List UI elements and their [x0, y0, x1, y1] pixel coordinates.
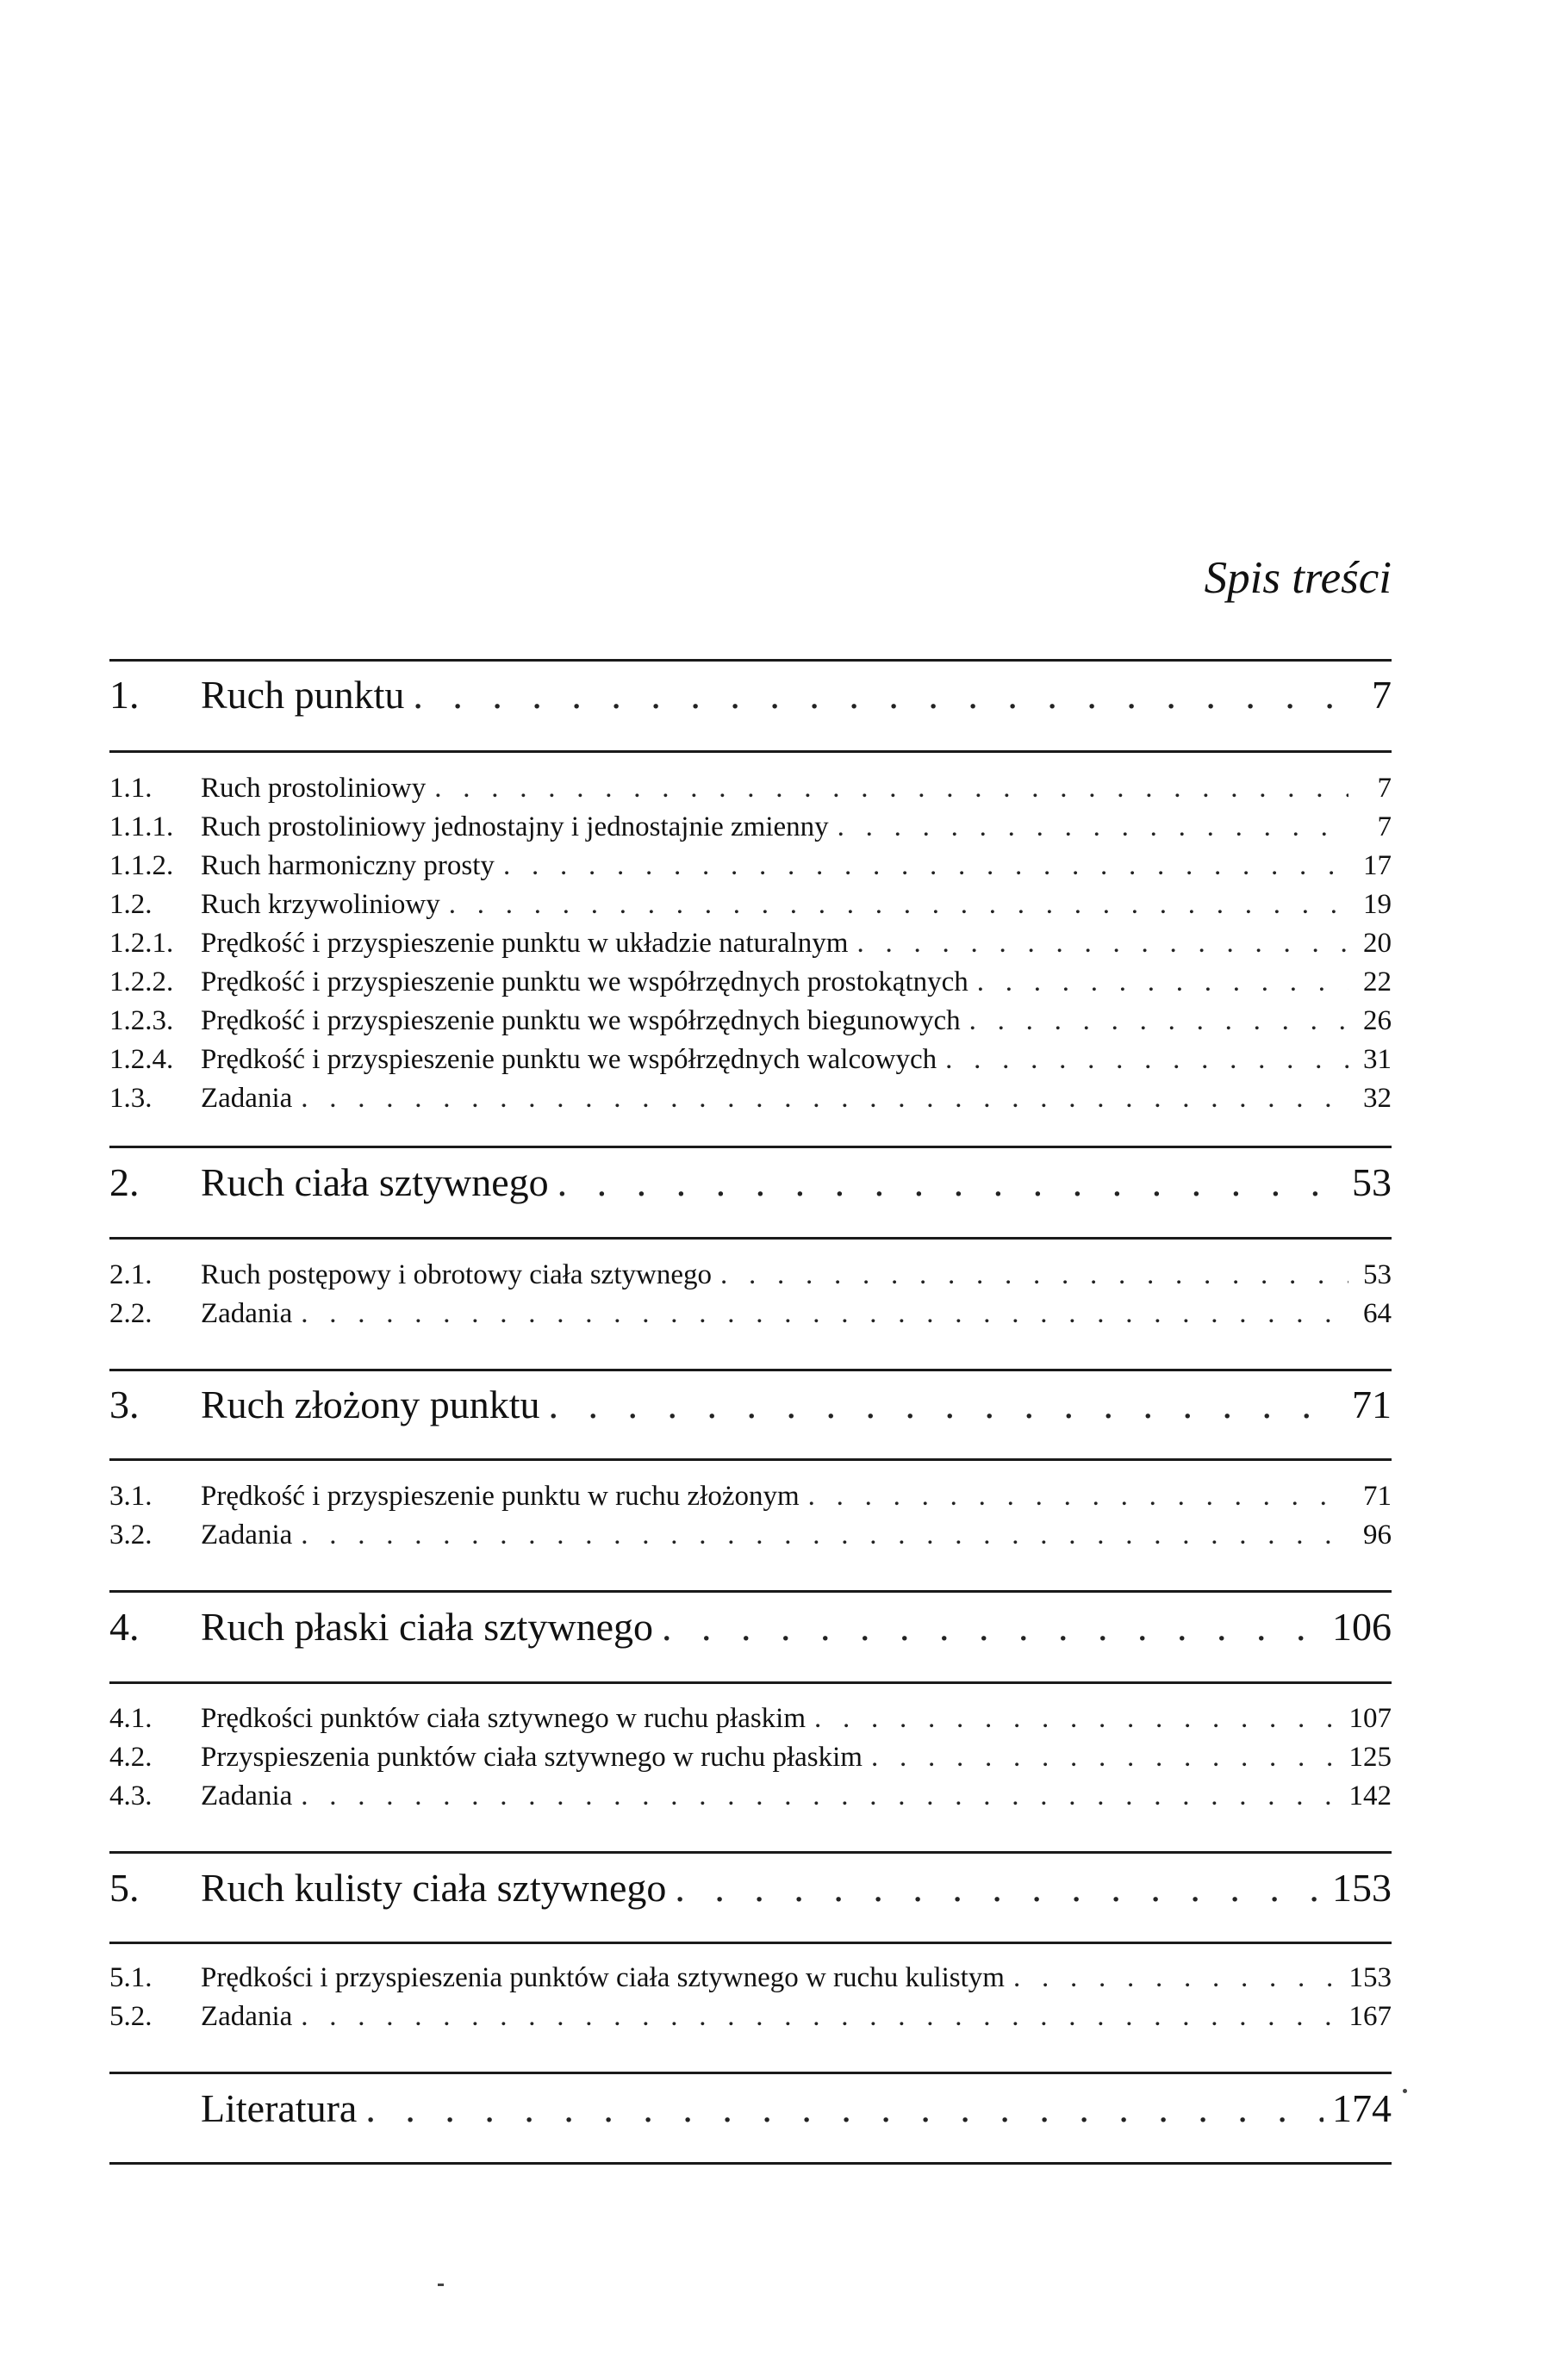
section-page-number: 96 — [1363, 1519, 1392, 1550]
section-number: 4.1. — [109, 1703, 153, 1734]
section-number: 2.1. — [109, 1259, 153, 1290]
bibliography-page-number: 174 — [1332, 2086, 1392, 2130]
dot-leader — [1013, 1959, 1341, 1997]
section-page-number: 7 — [1377, 773, 1392, 804]
toc-bibliography-entry[interactable] — [109, 2083, 1392, 2135]
toc-section-entry[interactable] — [109, 1998, 1392, 2035]
section-page-number: 53 — [1363, 1259, 1392, 1290]
section-page-number: 32 — [1363, 1083, 1392, 1114]
section-title: Zadania — [201, 2001, 293, 2032]
scan-speck — [438, 2284, 444, 2286]
section-page-number: 7 — [1377, 811, 1392, 842]
chapter-rule-top — [109, 1146, 1392, 1148]
dot-leader — [969, 1002, 1348, 1040]
toc-section-entry[interactable] — [109, 847, 1392, 885]
dot-leader — [871, 1738, 1341, 1776]
toc-chapter-entry[interactable] — [109, 1157, 1392, 1209]
toc-section-entry[interactable] — [109, 808, 1392, 846]
section-title: Przyspieszenia punktów ciała sztywnego w ruchu płaskim — [201, 1742, 863, 1773]
section-number: 1.2.1. — [109, 928, 174, 959]
section-number: 4.3. — [109, 1780, 153, 1811]
chapter-number: 3. — [109, 1383, 140, 1426]
toc-chapter-entry[interactable] — [109, 1862, 1392, 1914]
section-page-number: 22 — [1363, 966, 1392, 997]
section-number: 1.2. — [109, 889, 153, 920]
section-number: 2.2. — [109, 1298, 153, 1329]
toc-section-entry[interactable] — [109, 1002, 1392, 1040]
section-number: 1.1.2. — [109, 850, 174, 881]
toc-section-entry[interactable] — [109, 769, 1392, 807]
section-title: Zadania — [201, 1780, 293, 1811]
chapter-rule-bottom — [109, 750, 1392, 753]
dot-leader — [720, 1256, 1348, 1294]
section-title: Prędkość i przyspieszenie punktu w ruchu złożonym — [201, 1481, 800, 1512]
toc-section-entry[interactable] — [109, 1959, 1392, 1997]
section-page-number: 153 — [1348, 1962, 1392, 1993]
dot-leader — [301, 1295, 1348, 1333]
dot-leader — [838, 808, 1348, 846]
chapter-rule-top — [109, 1369, 1392, 1371]
dot-leader — [675, 1862, 1323, 1914]
section-title: Zadania — [201, 1519, 293, 1550]
chapter-rule-bottom — [109, 2162, 1392, 2165]
chapter-page-number: 53 — [1352, 1160, 1392, 1204]
section-number: 1.2.3. — [109, 1005, 174, 1036]
section-number: 5.2. — [109, 2001, 153, 2032]
toc-section-entry[interactable] — [109, 886, 1392, 923]
chapter-number: 5. — [109, 1866, 140, 1910]
chapter-title: Ruch punktu — [201, 673, 405, 717]
section-number: 1.1.1. — [109, 811, 174, 842]
bibliography-title: Literatura — [201, 2086, 358, 2130]
dot-leader — [808, 1477, 1348, 1515]
chapter-rule-top — [109, 1590, 1392, 1593]
section-number: 1.1. — [109, 773, 153, 804]
section-title: Zadania — [201, 1083, 293, 1114]
section-page-number: 26 — [1363, 1005, 1392, 1036]
toc-chapter-entry[interactable] — [109, 1601, 1392, 1653]
chapter-page-number: 7 — [1372, 673, 1392, 717]
dot-leader — [413, 669, 1348, 721]
dot-leader — [977, 963, 1348, 1001]
dot-leader — [945, 1041, 1348, 1078]
section-page-number: 64 — [1363, 1298, 1392, 1329]
toc-section-entry[interactable] — [109, 1041, 1392, 1078]
chapter-title: Ruch kulisty ciała sztywnego — [201, 1866, 667, 1910]
section-number: 1.2.4. — [109, 1044, 174, 1075]
chapter-title: Ruch płaski ciała sztywnego — [201, 1605, 654, 1649]
chapter-title: Ruch złożony punktu — [201, 1383, 540, 1426]
toc-chapter-entry[interactable] — [109, 1379, 1392, 1431]
page-title: Spis treści — [1204, 553, 1392, 603]
dot-leader — [301, 1079, 1348, 1117]
toc-section-entry[interactable] — [109, 1256, 1392, 1294]
dot-leader — [549, 1379, 1344, 1431]
section-page-number: 167 — [1348, 2001, 1392, 2032]
section-page-number: 107 — [1348, 1703, 1392, 1734]
chapter-rule-bottom — [109, 1681, 1392, 1684]
chapter-rule-bottom — [109, 1237, 1392, 1240]
section-title: Ruch prostoliniowy — [201, 773, 427, 804]
section-page-number: 19 — [1363, 889, 1392, 920]
section-number: 1.2.2. — [109, 966, 174, 997]
section-title: Ruch krzywoliniowy — [201, 889, 440, 920]
dot-leader — [814, 1700, 1340, 1737]
chapter-page-number: 71 — [1352, 1383, 1392, 1426]
section-title: Ruch prostoliniowy jednostajny i jednostajnie zmienny — [201, 811, 829, 842]
section-title: Ruch harmoniczny prosty — [201, 850, 495, 881]
section-title: Prędkość i przyspieszenie punktu we współrzędnych walcowych — [201, 1044, 937, 1075]
toc-section-entry[interactable] — [109, 924, 1392, 962]
section-page-number: 71 — [1363, 1481, 1392, 1512]
toc-section-entry[interactable] — [109, 1777, 1392, 1815]
chapter-rule-bottom — [109, 1458, 1392, 1461]
toc-section-entry[interactable] — [109, 1477, 1392, 1515]
chapter-page-number: 106 — [1332, 1605, 1392, 1649]
section-page-number: 31 — [1363, 1044, 1392, 1075]
toc-section-entry[interactable] — [109, 1700, 1392, 1737]
section-title: Ruch postępowy i obrotowy ciała sztywnego — [201, 1259, 712, 1290]
chapter-rule-top — [109, 659, 1392, 662]
section-number: 5.1. — [109, 1962, 153, 1993]
dot-leader — [856, 924, 1348, 962]
section-number: 3.1. — [109, 1481, 153, 1512]
dot-leader — [301, 1998, 1340, 2035]
section-title: Prędkości i przyspieszenia punktów ciała sztywnego w ruchu kulistym — [201, 1962, 1005, 1993]
toc-section-entry[interactable] — [109, 1516, 1392, 1554]
dot-leader — [434, 769, 1348, 807]
chapter-rule-top — [109, 1851, 1392, 1854]
section-page-number: 125 — [1348, 1742, 1392, 1773]
dot-leader — [449, 886, 1348, 923]
chapter-rule-bottom — [109, 1942, 1392, 1944]
section-number: 1.3. — [109, 1083, 153, 1114]
toc-section-entry[interactable] — [109, 1295, 1392, 1333]
toc-section-entry[interactable] — [109, 1079, 1392, 1117]
dot-leader — [301, 1777, 1340, 1815]
dot-leader — [557, 1157, 1343, 1209]
dot-leader — [503, 847, 1348, 885]
chapter-number: 4. — [109, 1605, 140, 1649]
section-title: Prędkość i przyspieszenie punktu w układzie naturalnym — [201, 928, 849, 959]
section-number: 4.2. — [109, 1742, 153, 1773]
section-title: Prędkość i przyspieszenie punktu we współrzędnych prostokątnych — [201, 966, 968, 997]
chapter-rule-top — [109, 2072, 1392, 2074]
section-number: 3.2. — [109, 1519, 153, 1550]
section-page-number: 142 — [1348, 1780, 1392, 1811]
chapter-page-number: 153 — [1332, 1866, 1392, 1910]
section-page-number: 17 — [1363, 850, 1392, 881]
toc-section-entry[interactable] — [109, 963, 1392, 1001]
chapter-number: 1. — [109, 673, 140, 717]
dot-leader — [662, 1601, 1323, 1653]
section-title: Prędkość i przyspieszenie punktu we współrzędnych biegunowych — [201, 1005, 961, 1036]
scan-speck — [1403, 2089, 1407, 2093]
section-title: Prędkości punktów ciała sztywnego w ruchu płaskim — [201, 1703, 807, 1734]
dot-leader — [365, 2083, 1323, 2135]
section-page-number: 20 — [1363, 928, 1392, 959]
toc-section-entry[interactable] — [109, 1738, 1392, 1776]
dot-leader — [301, 1516, 1348, 1554]
section-title: Zadania — [201, 1298, 293, 1329]
chapter-title: Ruch ciała sztywnego — [201, 1160, 549, 1204]
chapter-number: 2. — [109, 1160, 140, 1204]
toc-chapter-entry[interactable] — [109, 669, 1392, 721]
